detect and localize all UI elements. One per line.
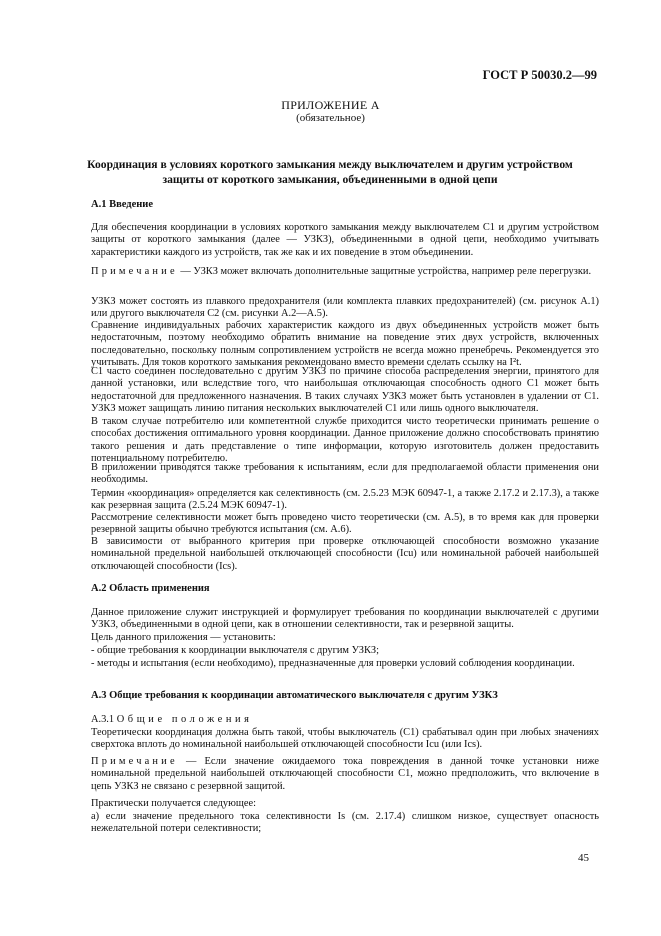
appendix-title: ПРИЛОЖЕНИЕ А (281, 98, 380, 112)
paragraph: Теоретически координация должна быть такой, чтобы выключатель (C1) срабатывал один при любых значениях сверхтока вплоть до номинальной наибольшей отключающей способности Icu (или Ics). (91, 727, 599, 751)
paragraph: Термин «координация» определяется как селективность (см. 2.5.23 МЭК 60947-1, а также 2.17.2 и 2.17.3), а также как резервная защита (2.5.24 МЭК 60947-1). (91, 488, 599, 512)
document-id-header: ГОСТ Р 50030.2—99 (482, 68, 597, 82)
paragraph: C1 часто соединен последовательно с другим УЗКЗ по причине способа распределения энергии, принятого для данной установки, или вследствие того, что наибольшая отключающая способность одного C1 может быть недостаточной для предложенного назначения. В таких случаях УЗКЗ может быть установлен в удалении от C1. УЗКЗ может защищать линию питания нескольких выключателей C1 или лишь одного выключателя. (91, 366, 599, 415)
note-text: — УЗКЗ может включать дополнительные защитные устройства, например реле перегрузки. (177, 266, 592, 277)
list-item: а) если значение предельного тока селективности Is (см. 2.17.4) слишком низкое, существует опасность нежелательной потери селективности; (91, 811, 599, 835)
paragraph: Данное приложение служит инструкцией и формулирует требования по координации выключателей с другими УЗКЗ, объединенными в одной цепи, как в отношении селективности, так и резервной защиты. (91, 607, 599, 631)
paragraph-text: Для обеспечения координации в условиях короткого замыкания между выключателем C1 и другим устройством защиты от короткого замыкания (далее — УЗКЗ), объединенными в одной цепи, необходимо учитывать характеристики каждого из устройств, так же как и их поведение в этом объединении. (91, 222, 599, 258)
section-heading-a1: А.1 Введение (91, 199, 154, 210)
paragraph: УЗКЗ может состоять из плавкого предохранителя (или комплекта плавких предохранителей) (см. рисунок А.1) или другого выключателя C2 (см. рисунки А.2—А.5). (91, 296, 599, 320)
paragraph (91, 222, 599, 259)
subsection-number: А.3.1 (91, 714, 115, 725)
subsection-heading (91, 714, 599, 726)
page-number: 45 (578, 852, 589, 864)
list-item: - методы и испытания (если необходимо), предназначенные для проверки условий соблюдения координации. (91, 658, 575, 669)
note-label: Примечание (91, 266, 178, 277)
paragraph: В таком случае потребителю или компетентной службе приходится чисто теоретически принимать решение о способах достижения оптимального уровня координации. Данное приложение должно способствовать принятию такого решения и дать представление о типе информации, которую изготовитель должен предоставить потенциальному потребителю. (91, 416, 599, 465)
list-item: - общие требования к координации выключателя с другим УЗКЗ; (91, 645, 380, 656)
section-heading-a2: А.2 Область применения (91, 583, 210, 594)
subsection-title: Общие положения (116, 714, 253, 725)
paragraph: Цель данного приложения — установить: (91, 632, 276, 643)
appendix-subtitle: (обязательное) (296, 112, 365, 124)
paragraph: Рассмотрение селективности может быть проведено чисто теоретически (см. А.5), в то время как для проверки резервной защиты обычно требуются испытания (см. А.6). (91, 512, 599, 536)
paragraph: Практически получается следующее: (91, 798, 256, 809)
paragraph: В приложении приводятся также требования к испытаниям, если для предполагаемой области применения они необходимы. (91, 462, 599, 486)
paragraph: Сравнение индивидуальных рабочих характеристик каждого из двух объединенных устройств может быть недостаточным, поэтому необходимо обратить внимание на поведение этих двух устройств, включенных последовательно, поскольку полным сопротивлением устройств не всегда можно пренебречь. Рекомендуется это учитывать. Для токов короткого замыкания рекомендовано вместо времени сделать ссылку на I²t. (91, 320, 599, 369)
main-title: Координация в условиях короткого замыкания между выключателем и другим устройством защиты от короткого замыкания, объединенными в одной цепи (87, 158, 573, 186)
note-paragraph (91, 756, 599, 793)
note-paragraph (91, 266, 599, 278)
section-heading-a3: А.3 Общие требования к координации автоматического выключателя с другим УЗКЗ (91, 690, 498, 701)
note-text: — Если значение ожидаемого тока повреждения в данной точке установки ниже номинальной предельной наибольшей отключающей способности C1, можно предположить, что включение в цепь УЗКЗ не связано с резервной защитой. (91, 756, 599, 792)
note-label: Примечание (91, 756, 178, 767)
paragraph: В зависимости от выбранного критерия при проверке отключающей способности возможно указание номинальной предельной наибольшей отключающей способности (Icu) или номинальной рабочей наибольшей отключающей способности (Ics). (91, 536, 599, 572)
